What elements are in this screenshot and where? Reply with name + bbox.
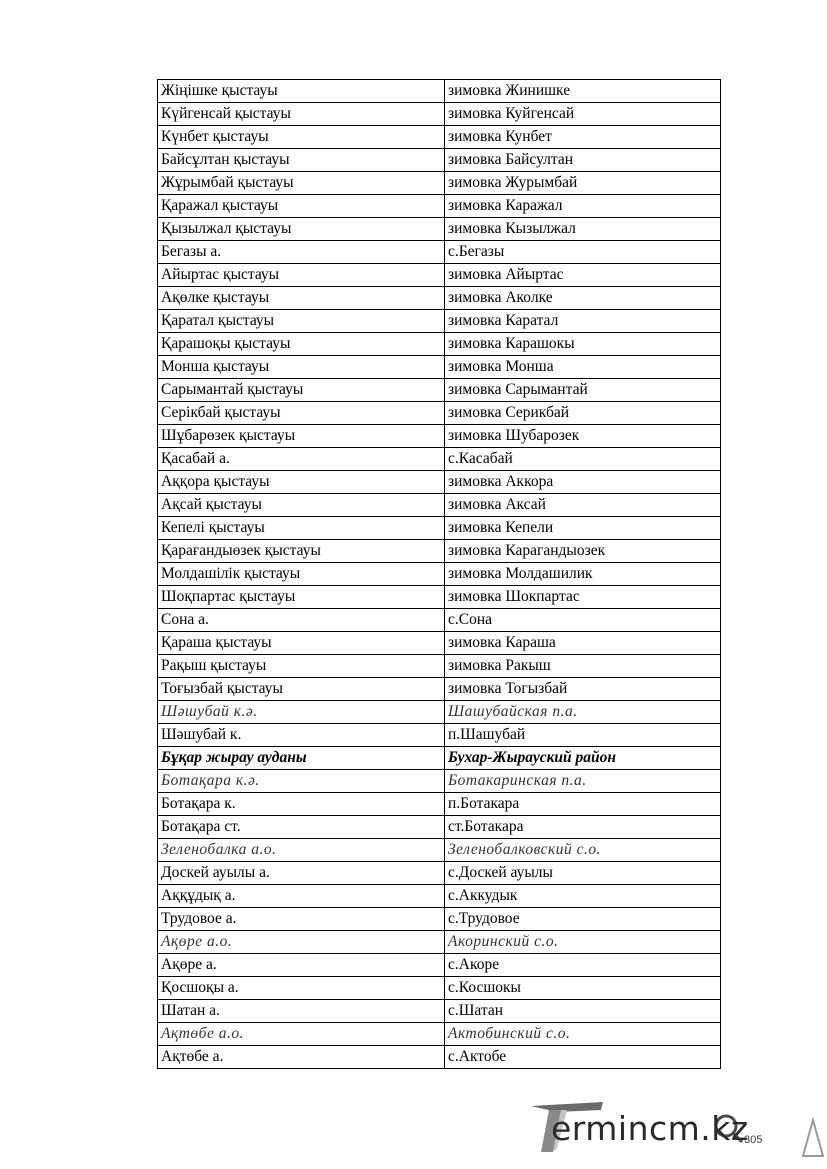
cell-kazakh-name: Ботақара ст. xyxy=(158,816,445,839)
cell-russian-name: зимовка Кунбет xyxy=(445,126,721,149)
cell-kazakh-name: Жұрымбай қыстауы xyxy=(158,172,445,195)
table-row xyxy=(158,609,721,632)
cell-kazakh-name: Молдашілік қыстауы xyxy=(158,563,445,586)
cell-kazakh-name: Күйгенсай қыстауы xyxy=(158,103,445,126)
cell-russian-name: зимовка Айыртас xyxy=(445,264,721,287)
cell-russian-name: Ботакаринская п.а. xyxy=(445,770,721,793)
table-row xyxy=(158,356,721,379)
table-row xyxy=(158,126,721,149)
cell-kazakh-name: Қаратал қыстауы xyxy=(158,310,445,333)
cell-kazakh-name: Қосшоқы а. xyxy=(158,977,445,1000)
table-row xyxy=(158,264,721,287)
cell-russian-name: зимовка Кепели xyxy=(445,517,721,540)
cell-kazakh-name: Тоғызбай қыстауы xyxy=(158,678,445,701)
cell-russian-name: зимовка Кызылжал xyxy=(445,218,721,241)
cell-russian-name: зимовка Карагандыозек xyxy=(445,540,721,563)
cell-russian-name: п.Ботакара xyxy=(445,793,721,816)
table-row xyxy=(158,448,721,471)
table-row xyxy=(158,931,721,954)
table-row xyxy=(158,218,721,241)
cell-russian-name: зимовка Серикбай xyxy=(445,402,721,425)
logo-text: ermincm.kz xyxy=(551,1109,749,1148)
cell-russian-name: зимовка Ракыш xyxy=(445,655,721,678)
cell-russian-name: зимовка Тогызбай xyxy=(445,678,721,701)
table-row xyxy=(158,770,721,793)
cell-russian-name: с.Актобе xyxy=(445,1046,721,1069)
cell-russian-name: зимовка Молдашилик xyxy=(445,563,721,586)
table-row xyxy=(158,172,721,195)
cell-russian-name: зимовка Караша xyxy=(445,632,721,655)
cell-russian-name: зимовка Аколке xyxy=(445,287,721,310)
cell-kazakh-name: Қызылжал қыстауы xyxy=(158,218,445,241)
table-row xyxy=(158,425,721,448)
cell-kazakh-name: Сона а. xyxy=(158,609,445,632)
page-number: 305 xyxy=(744,1134,763,1146)
cell-kazakh-name: Ботақара к.ә. xyxy=(158,770,445,793)
cell-kazakh-name: Аққора қыстауы xyxy=(158,471,445,494)
cell-russian-name: с.Аккудык xyxy=(445,885,721,908)
cell-kazakh-name: Күнбет қыстауы xyxy=(158,126,445,149)
cell-russian-name: Актобинский с.о. xyxy=(445,1023,721,1046)
table-row xyxy=(158,701,721,724)
cell-kazakh-name: Ақөлке қыстауы xyxy=(158,287,445,310)
cell-kazakh-name: Шоқпартас қыстауы xyxy=(158,586,445,609)
table-row xyxy=(158,954,721,977)
cell-kazakh-name: Монша қыстауы xyxy=(158,356,445,379)
cell-kazakh-name: Бұқар жырау ауданы xyxy=(158,747,445,770)
cell-russian-name: с.Касабай xyxy=(445,448,721,471)
cell-kazakh-name: Шәшубай к.ә. xyxy=(158,701,445,724)
cell-kazakh-name: Қасабай а. xyxy=(158,448,445,471)
termincom-logo xyxy=(527,1100,827,1160)
table-row xyxy=(158,1000,721,1023)
cell-kazakh-name: Ақсай қыстауы xyxy=(158,494,445,517)
table-row xyxy=(158,195,721,218)
cell-kazakh-name: Қараша қыстауы xyxy=(158,632,445,655)
cell-russian-name: с.Акоре xyxy=(445,954,721,977)
cell-kazakh-name: Трудовое а. xyxy=(158,908,445,931)
table-row xyxy=(158,494,721,517)
table-row xyxy=(158,241,721,264)
cell-russian-name: зимовка Аккора xyxy=(445,471,721,494)
cell-kazakh-name: Ақтөбе а.о. xyxy=(158,1023,445,1046)
table-row xyxy=(158,1046,721,1069)
cell-russian-name: зимовка Каратал xyxy=(445,310,721,333)
cell-russian-name: зимовка Шокпартас xyxy=(445,586,721,609)
cell-kazakh-name: Шұбарөзек қыстауы xyxy=(158,425,445,448)
table-row xyxy=(158,862,721,885)
cell-russian-name: зимовка Карашокы xyxy=(445,333,721,356)
cell-kazakh-name: Аққұдық а. xyxy=(158,885,445,908)
cell-kazakh-name: Қарашоқы қыстауы xyxy=(158,333,445,356)
cell-kazakh-name: Жіңішке қыстауы xyxy=(158,80,445,103)
cell-russian-name: п.Шашубай xyxy=(445,724,721,747)
cell-russian-name: ст.Ботакара xyxy=(445,816,721,839)
cell-kazakh-name: Айыртас қыстауы xyxy=(158,264,445,287)
cell-kazakh-name: Серікбай қыстауы xyxy=(158,402,445,425)
table-row xyxy=(158,103,721,126)
cell-russian-name: зимовка Каражал xyxy=(445,195,721,218)
table-row xyxy=(158,333,721,356)
table-row xyxy=(158,402,721,425)
cell-kazakh-name: Ақөре а.о. xyxy=(158,931,445,954)
cell-russian-name: Акоринский с.о. xyxy=(445,931,721,954)
cell-kazakh-name: Зеленобалка а.о. xyxy=(158,839,445,862)
cell-russian-name: зимовка Журымбай xyxy=(445,172,721,195)
table-row xyxy=(158,908,721,931)
table-row xyxy=(158,540,721,563)
table-row xyxy=(158,287,721,310)
table-row xyxy=(158,80,721,103)
cell-russian-name: зимовка Сарымантай xyxy=(445,379,721,402)
table-row xyxy=(158,632,721,655)
cell-russian-name: Бухар-Жырауский район xyxy=(445,747,721,770)
terms-table xyxy=(157,79,721,1069)
cell-russian-name: зимовка Байсултан xyxy=(445,149,721,172)
table-row xyxy=(158,724,721,747)
table-row xyxy=(158,678,721,701)
cell-kazakh-name: Қарағандыөзек қыстауы xyxy=(158,540,445,563)
table-row xyxy=(158,379,721,402)
table-row xyxy=(158,471,721,494)
cell-russian-name: зимовка Куйгенсай xyxy=(445,103,721,126)
table-row xyxy=(158,816,721,839)
table-row xyxy=(158,1023,721,1046)
cell-kazakh-name: Сарымантай қыстауы xyxy=(158,379,445,402)
cell-russian-name: с.Косшокы xyxy=(445,977,721,1000)
table-row xyxy=(158,793,721,816)
cell-russian-name: с.Сона xyxy=(445,609,721,632)
cell-russian-name: зимовка Шубарозек xyxy=(445,425,721,448)
cell-kazakh-name: Кепелі қыстауы xyxy=(158,517,445,540)
cell-kazakh-name: Шатан а. xyxy=(158,1000,445,1023)
cell-russian-name: с.Бегазы xyxy=(445,241,721,264)
cell-russian-name: с.Доскей ауылы xyxy=(445,862,721,885)
cell-russian-name: зимовка Монша xyxy=(445,356,721,379)
cell-kazakh-name: Қаражал қыстауы xyxy=(158,195,445,218)
cell-russian-name: зимовка Жинишке xyxy=(445,80,721,103)
cell-russian-name: зимовка Аксай xyxy=(445,494,721,517)
cell-kazakh-name: Рақыш қыстауы xyxy=(158,655,445,678)
table-row xyxy=(158,310,721,333)
cell-kazakh-name: Байсұлтан қыстауы xyxy=(158,149,445,172)
cell-kazakh-name: Ақөре а. xyxy=(158,954,445,977)
table-row xyxy=(158,747,721,770)
cell-russian-name: с.Шатан xyxy=(445,1000,721,1023)
table-row xyxy=(158,839,721,862)
cell-russian-name: Зеленобалковский с.о. xyxy=(445,839,721,862)
table-row xyxy=(158,563,721,586)
cell-kazakh-name: Шәшубай к. xyxy=(158,724,445,747)
cell-kazakh-name: Бегазы а. xyxy=(158,241,445,264)
cell-russian-name: с.Трудовое xyxy=(445,908,721,931)
table-row xyxy=(158,517,721,540)
table-row xyxy=(158,655,721,678)
table-row xyxy=(158,977,721,1000)
cell-kazakh-name: Ақтөбе а. xyxy=(158,1046,445,1069)
cell-kazakh-name: Ботақара к. xyxy=(158,793,445,816)
cell-kazakh-name: Доскей ауылы а. xyxy=(158,862,445,885)
table-row xyxy=(158,885,721,908)
terms-table-body xyxy=(158,80,721,1069)
cell-russian-name: Шашубайская п.а. xyxy=(445,701,721,724)
table-row xyxy=(158,149,721,172)
table-row xyxy=(158,586,721,609)
